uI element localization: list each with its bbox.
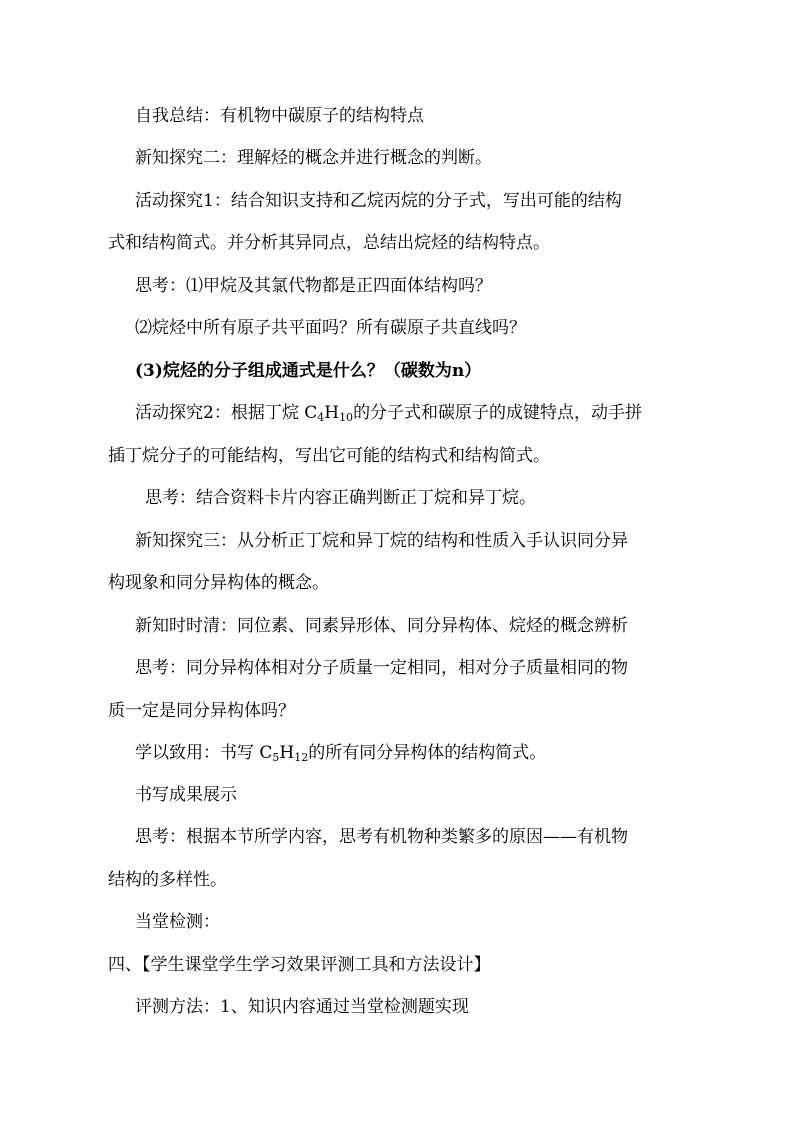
paragraph-think-2: ⑵烷烃中所有原子共平面吗？所有碳原子共直线吗？ <box>135 318 526 338</box>
paragraph-activity-2-line1 <box>135 401 642 425</box>
paragraph-in-class-test: 当堂检测： <box>135 912 220 932</box>
paragraph-new-knowledge-3-line1: 新知探究三：从分析正丁烷和异丁烷的结构和性质入手认识同分异 <box>135 531 628 551</box>
paragraph-new-knowledge-3-line2: 构现象和同分异构体的概念。 <box>108 573 329 593</box>
paragraph-results-display: 书写成果展示 <box>135 785 237 805</box>
paragraph-think-isomer-line2: 质一定是同分异构体吗？ <box>108 701 295 721</box>
apply-text-mid: H <box>279 743 295 763</box>
paragraph-activity-1-line2: 式和结构简式。并分析其异同点，总结出烷烃的结构特点。 <box>108 233 550 253</box>
paragraph-think-3: (3)烷烃的分子组成通式是什么？（碳数为n） <box>135 361 482 381</box>
paragraph-self-summary: 自我总结：有机物中碳原子的结构特点 <box>135 106 424 126</box>
paragraph-think-variety-line2: 结构的多样性。 <box>108 870 227 890</box>
paragraph-evaluation-method: 评测方法：1、知识内容通过当堂检测题实现 <box>135 997 469 1017</box>
paragraph-think-isomer-line1: 思考：同分异构体相对分子质量一定相同，相对分子质量相同的物 <box>135 658 628 678</box>
formula-subscript: 4 <box>317 411 325 424</box>
activity-2-text-before: 活动探究2：根据丁烷 C <box>135 403 318 423</box>
paragraph-activity-2-line2: 插丁烷分子的可能结构，写出它可能的结构式和结构简式。 <box>108 446 550 466</box>
formula-subscript: 5 <box>272 751 280 764</box>
apply-text-before: 学以致用：书写 C <box>135 743 273 763</box>
paragraph-activity-1-line1: 活动探究1：结合知识支持和乙烷丙烷的分子式，写出可能的结构 <box>135 191 622 211</box>
section-heading-4: 四、【学生课堂学生学习效果评测工具和方法设计】 <box>108 955 491 975</box>
formula-subscript: 10 <box>339 411 354 424</box>
paragraph-think-1: 思考：⑴甲烷及其氯代物都是正四面体结构吗？ <box>135 276 492 296</box>
activity-2-text-mid: H <box>324 403 340 423</box>
activity-2-text-after: 的分子式和碳原子的成键特点，动手拼 <box>353 403 643 423</box>
paragraph-new-knowledge-2: 新知探究二：理解烃的概念并进行概念的判断。 <box>135 148 492 168</box>
paragraph-think-variety-line1: 思考：根据本节所学内容，思考有机物种类繁多的原因——有机物 <box>135 827 628 847</box>
formula-subscript: 12 <box>294 751 309 764</box>
paragraph-concept-check: 新知时时清：同位素、同素异形体、同分异构体、烷烃的概念辨析 <box>135 616 628 636</box>
paragraph-apply <box>135 741 546 765</box>
apply-text-after: 的所有同分异构体的结构简式。 <box>308 743 547 763</box>
paragraph-think-butane: 思考：结合资料卡片内容正确判断正丁烷和异丁烷。 <box>145 488 536 508</box>
